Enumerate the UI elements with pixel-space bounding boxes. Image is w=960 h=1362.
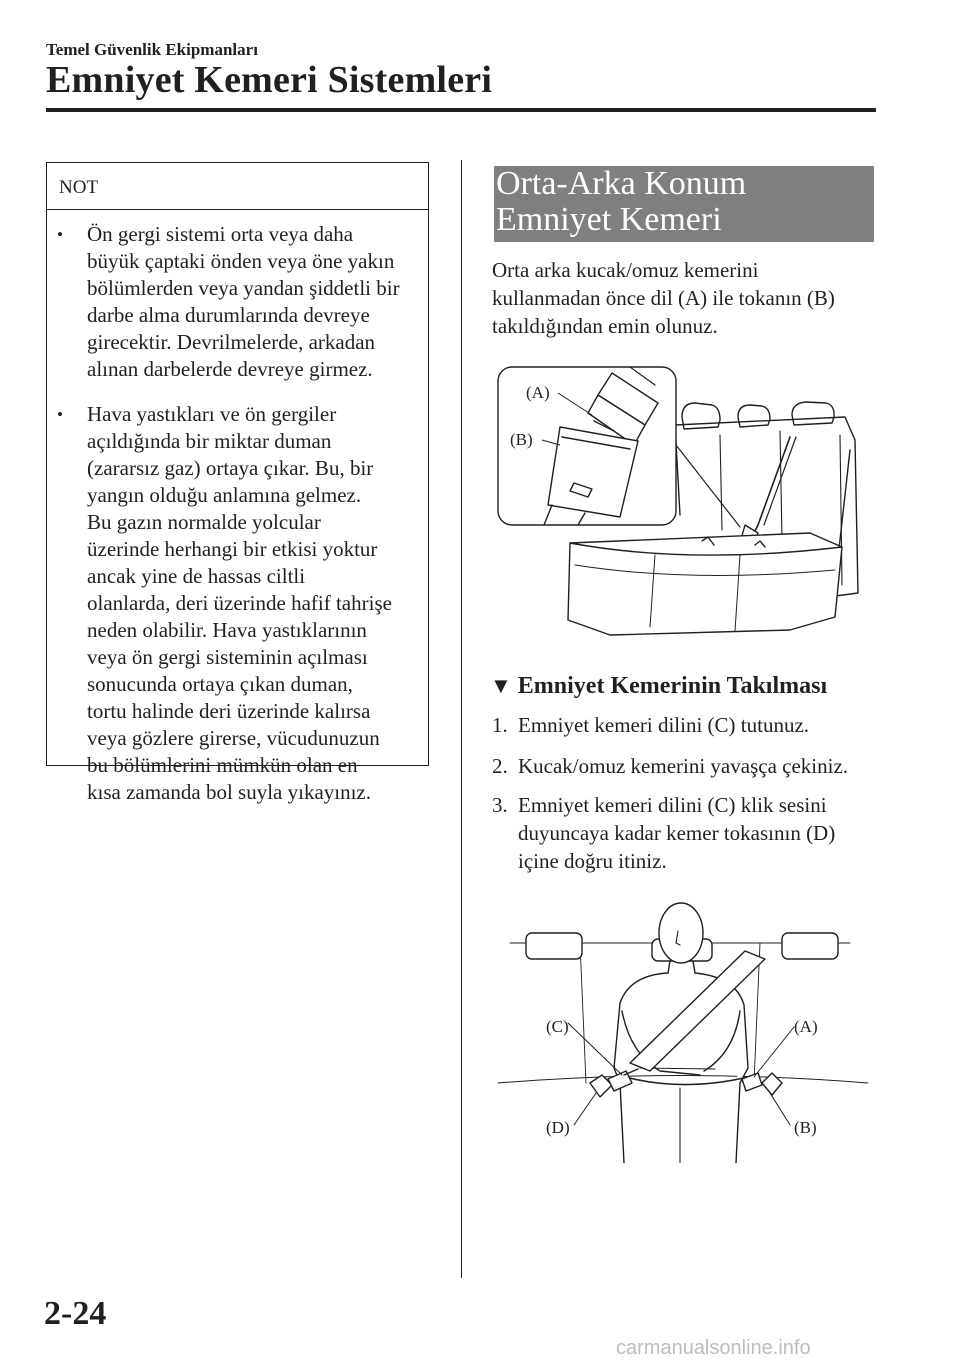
step-text <box>518 711 878 739</box>
section-kicker: Temel Güvenlik Ekipmanları <box>46 40 258 59</box>
bullet-icon: • <box>57 405 63 424</box>
figure1-labels <box>490 365 870 640</box>
label-a: (A) <box>794 1017 818 1036</box>
subsection-title-line: Emniyet Kemeri <box>496 201 722 238</box>
procedure-heading-text: Emniyet Kemerinin Takılması <box>517 673 828 699</box>
note-divider <box>47 209 428 210</box>
procedure-heading <box>490 673 827 700</box>
note-line: neden olabilir. Hava yastıklarının <box>87 618 367 642</box>
intro-line: takıldığından emin olunuz. <box>492 314 718 338</box>
note-line: alınan darbelerde devreye girmez. <box>87 357 373 381</box>
bullet-icon: • <box>57 225 63 244</box>
note-line: büyük çaptaki önden veya öne yakın <box>87 249 395 273</box>
note-line: kısa zamanda bol suyla yıkayınız. <box>87 780 372 804</box>
subsection-title-line: Orta-Arka Konum <box>496 165 747 202</box>
triangle-down-icon: ▼ <box>490 673 512 698</box>
note-line: (zararsız gaz) ortaya çıkar. Bu, bir <box>87 456 374 480</box>
page-number: 2-24 <box>44 1295 107 1332</box>
step-line: duyuncaya kadar kemer tokasının (D) <box>518 821 836 845</box>
note-line: girecektir. Devrilmelerde, arkadan <box>87 330 376 354</box>
step-line: Emniyet kemeri dilini (C) klik sesini <box>518 793 827 817</box>
note-line: sonucunda ortaya çıkan duman, <box>87 672 353 696</box>
note-item-text <box>87 401 427 806</box>
label-b: (B) <box>794 1118 817 1137</box>
note-box <box>46 162 429 804</box>
label-d: (D) <box>546 1118 570 1137</box>
note-line: veya ön gergi sisteminin açılması <box>87 645 368 669</box>
page-title: Emniyet Kemeri Sistemleri <box>46 59 493 101</box>
note-line: açıldığında bir miktar duman <box>87 429 332 453</box>
intro-paragraph <box>492 256 835 340</box>
note-line: bölümlerden veya yandan şiddetli bir <box>87 276 400 300</box>
label-a: (A) <box>526 383 550 402</box>
step-number: 1. <box>492 713 508 737</box>
note-line: darbe alma durumlarında devreye <box>87 303 370 327</box>
step-text <box>518 791 878 875</box>
note-title: NOT <box>59 177 99 198</box>
step-text <box>518 752 878 780</box>
label-b: (B) <box>510 430 533 449</box>
step-line: Emniyet kemeri dilini (C) tutunuz. <box>518 713 810 737</box>
step-number: 2. <box>492 754 508 778</box>
subsection-title <box>494 166 874 242</box>
label-c: (C) <box>546 1017 569 1036</box>
title-rule <box>46 108 876 112</box>
note-line: ancak yine de hassas ciltli <box>87 564 306 588</box>
note-line: Hava yastıkları ve ön gergiler <box>87 402 337 426</box>
step-line: Kucak/omuz kemerini yavaşça çekiniz. <box>518 754 849 778</box>
note-line: veya gözlere girerse, vücudunuzun <box>87 726 380 750</box>
note-line: yangın olduğu anlamına gelmez. <box>87 483 362 507</box>
note-line: olanlarda, deri üzerinde hafif tahrişe <box>87 591 392 615</box>
figure2-labels <box>490 893 874 1163</box>
note-line: bu bölümlerini mümkün olan en <box>87 753 358 777</box>
note-line: Bu gazın normalde yolcular <box>87 510 321 534</box>
intro-line: kullanmadan önce dil (A) ile tokanın (B) <box>492 286 835 310</box>
column-divider <box>461 160 462 1278</box>
note-item <box>57 401 422 804</box>
note-item <box>57 221 422 391</box>
intro-line: Orta arka kucak/omuz kemerini <box>492 258 759 282</box>
note-line: tortu halinde deri üzerinde kalırsa <box>87 699 371 723</box>
note-line: Ön gergi sistemi orta veya daha <box>87 222 354 246</box>
watermark: carmanualsonline.info <box>616 1337 811 1359</box>
step-number: 3. <box>492 793 508 817</box>
step-line: içine doğru itiniz. <box>518 849 667 873</box>
note-line: üzerinde herhangi bir etkisi yoktur <box>87 537 378 561</box>
note-item-text <box>87 221 427 383</box>
